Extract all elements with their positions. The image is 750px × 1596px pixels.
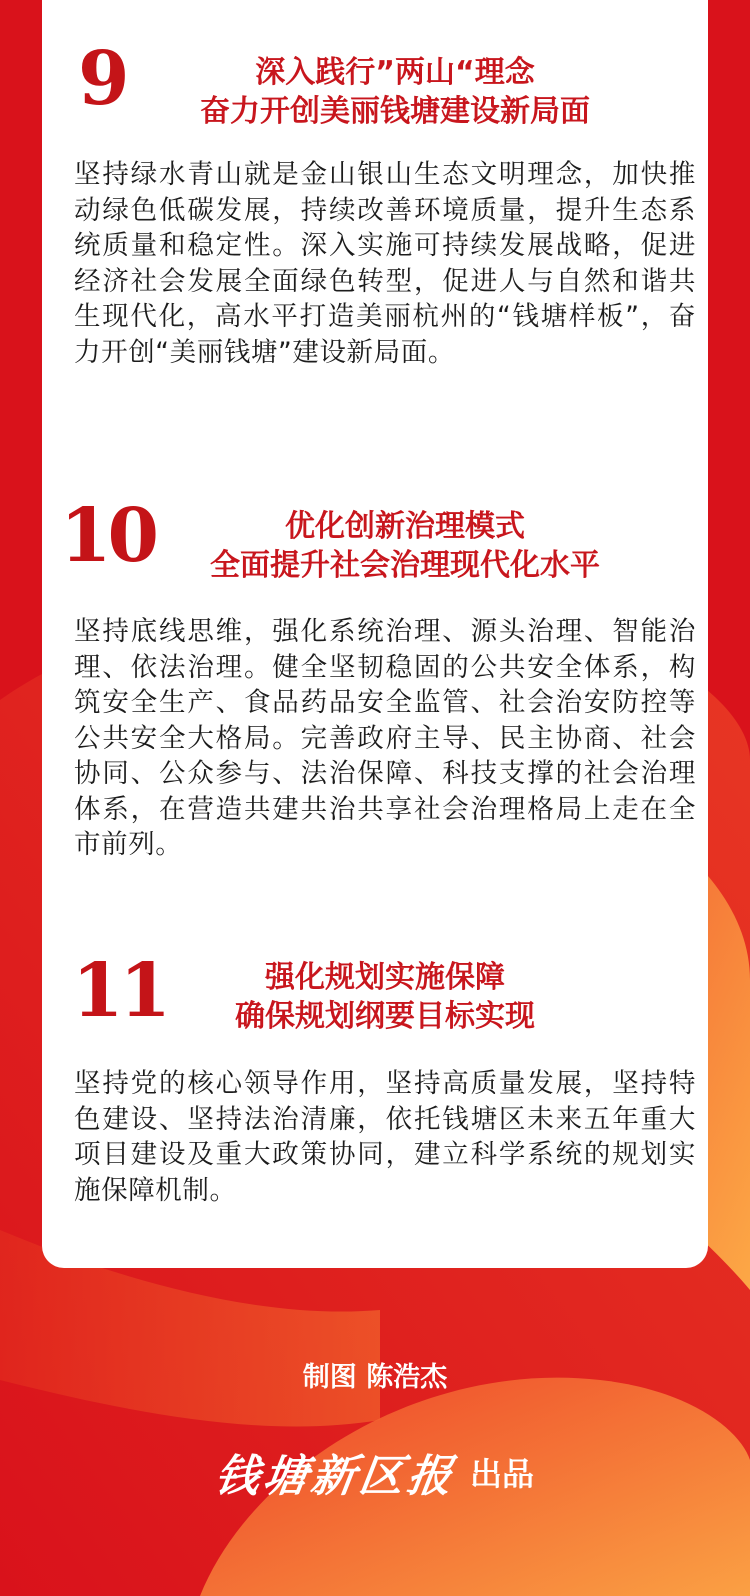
section-number: 10 (60, 493, 155, 579)
heading-line-2: 确保规划纲要目标实现 (235, 999, 535, 1034)
heading-line-1: 优化创新治理模式 (285, 509, 525, 544)
section-heading (62, 53, 728, 131)
section-number: 11 (72, 948, 167, 1034)
section-body: 坚持底线思维，强化系统治理、源头治理、智能治理、依法治理。健全坚韧稳固的公共安全体系，构筑安全生产、食品药品安全监管、社会治安防控等公共安全大格局。完善政府主导、民主协商、社会协同、公众参与、法治保障、科技支撑的社会治理体系，在营造共建共治共享社会治理格局上走在全市前列。 (74, 616, 696, 860)
brand-logo: 钱塘新区报 (211, 1451, 459, 1502)
brand-line (0, 1440, 750, 1504)
section-number: 9 (78, 36, 130, 122)
heading-line-2: 奋力开创美丽钱塘建设新局面 (200, 94, 590, 129)
content-card (42, 0, 708, 1268)
heading-line-1: 深入践行”两山“理念 (255, 55, 535, 90)
heading-line-2: 全面提升社会治理现代化水平 (210, 548, 600, 583)
section-heading (72, 507, 738, 585)
credit-text: 制图 陈浩杰 (302, 1362, 448, 1393)
section-body: 坚持党的核心领导作用，坚持高质量发展，坚持特色建设、坚持法治清廉，依托钱塘区未来五年重大项目建设及重大政策协同，建立科学系统的规划实施保障机制。 (74, 1068, 696, 1206)
heading-line-1: 强化规划实施保障 (265, 960, 505, 995)
brand-suffix: 出品 (469, 1455, 534, 1493)
section-body: 坚持绿水青山就是金山银山生态文明理念，加快推动绿色低碳发展，持续改善环境质量，提升生态系统质量和稳定性。深入实施可持续发展战略，促进经济社会发展全面绿色转型，促进人与自然和谐共生现代化，高水平打造美丽杭州的“钱塘样板”，奋力开创“美丽钱塘”建设新局面。 (74, 159, 696, 368)
section-heading (52, 958, 718, 1036)
